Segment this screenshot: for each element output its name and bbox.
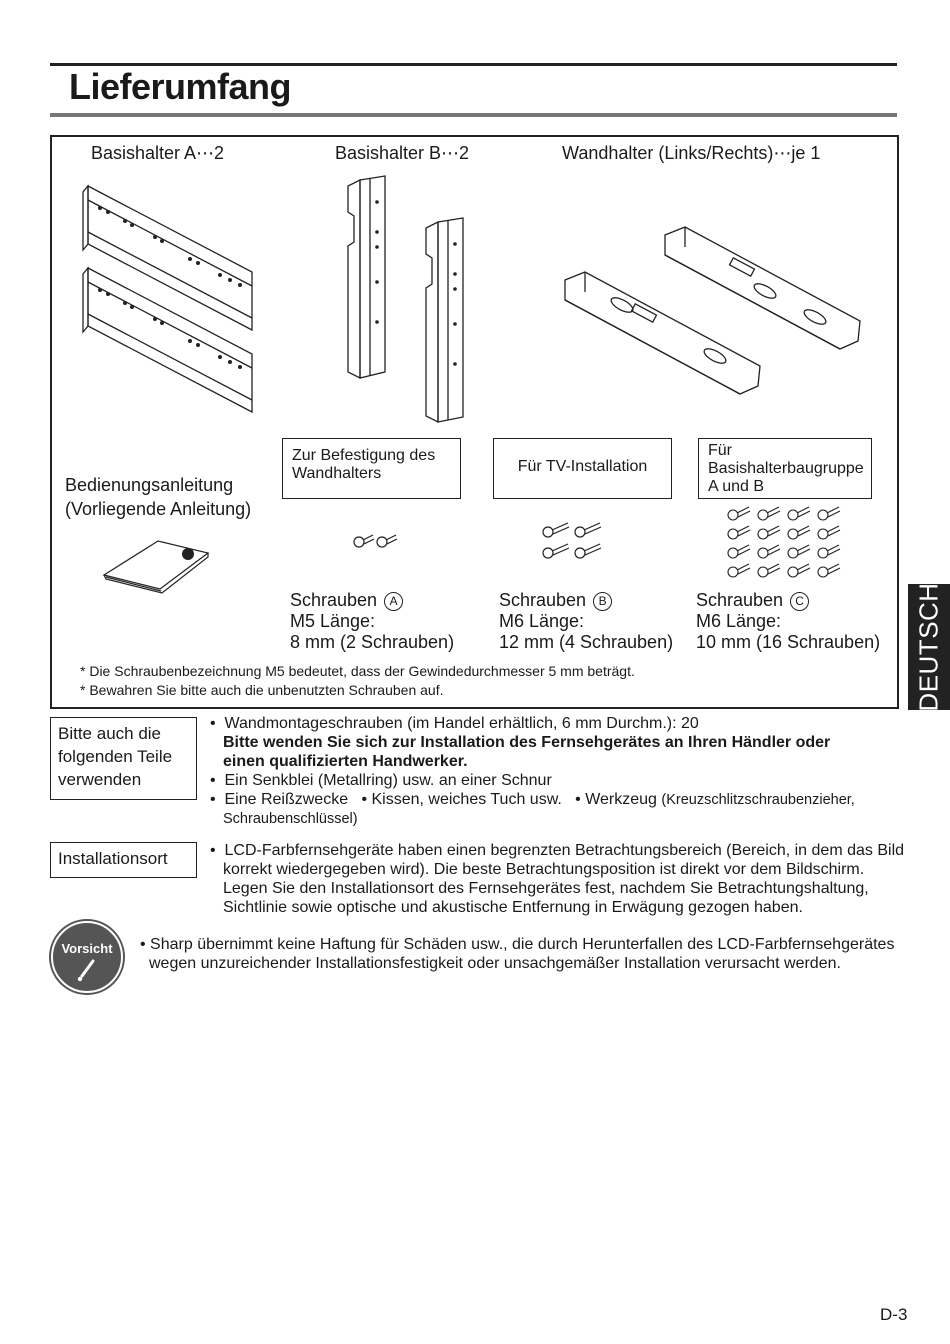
purpose-box-text: Für TV-Installation xyxy=(517,458,648,475)
also-use-list xyxy=(210,714,855,829)
caution-badge-label: Vorsicht xyxy=(61,941,113,956)
footnote-m5: * Die Schraubenbezeichnung M5 bedeutet, dass der Gewindedurchmesser 5 mm beträgt. xyxy=(80,663,635,679)
footnote-keep-screws: * Bewahren Sie bitte auch die unbenutzten Schrauben auf. xyxy=(80,682,444,698)
wall-bracket-illustration xyxy=(560,225,865,395)
caution-text xyxy=(140,935,894,973)
dealer-notice: Bitte wenden Sie sich zur Installation des Fernsehgerätes an Ihren Händler oder xyxy=(223,734,831,751)
list-item: • Eine Reißzwecke • Kissen, weiches Tuch usw. • Werkzeug (Kreuzschlitzschraubenzieher, xyxy=(210,791,855,808)
list-item-text: Kissen, weiches Tuch usw. xyxy=(371,791,562,808)
screw-a-description xyxy=(290,590,454,653)
page-number: D-3 xyxy=(880,1305,908,1324)
screw-b-mark: B xyxy=(593,592,612,611)
screw-c-description xyxy=(696,590,880,653)
screw-b-description xyxy=(499,590,673,653)
purpose-box-text: A und B xyxy=(708,478,765,495)
screw-a-mark: A xyxy=(384,592,403,611)
install-site-label-box xyxy=(50,842,197,878)
manual-label-line2: (Vorliegende Anleitung) xyxy=(65,499,252,519)
manual-label-line1: Bedienungsanleitung xyxy=(65,475,234,495)
screw-b-length: 12 mm (4 Schrauben) xyxy=(499,632,674,652)
list-item-text: (Kreuzschlitzschraubenzieher, xyxy=(661,792,855,808)
manual-booklet-illustration xyxy=(100,535,215,595)
list-item-text: Wandmontageschrauben (im Handel erhältlich, 6 mm Durchm.): 20 xyxy=(224,715,699,732)
dealer-notice: einen qualifizierten Handwerker. xyxy=(223,753,468,770)
paragraph-line: • Sharp übernimmt keine Haftung für Schäden usw., die durch Herunterfallen des LCD-Farbfernsehgerätes xyxy=(140,936,895,953)
screw-b-name: Schrauben xyxy=(499,590,587,610)
pen-icon xyxy=(75,959,99,983)
screw-a-length: 8 mm (2 Schrauben) xyxy=(290,632,455,652)
screw-a-size: M5 Länge: xyxy=(290,611,376,631)
paragraph-line: Sichtlinie sowie optische und akustische Entfernung in Erwägung gezogen haben. xyxy=(223,899,803,916)
also-use-label-box xyxy=(50,717,197,800)
screw-c-length: 10 mm (16 Schrauben) xyxy=(696,632,881,652)
list-item-bold xyxy=(210,733,855,752)
screw-c-name: Schrauben xyxy=(696,590,784,610)
language-tab xyxy=(908,584,950,710)
purpose-box-base-bracket xyxy=(698,438,872,499)
paragraph-line: • LCD-Farbfernsehgeräte haben einen begrenzten Betrachtungsbereich (Bereich, in dem das Bild xyxy=(210,842,905,859)
caution-icon xyxy=(51,921,123,993)
list-item-text: Ein Senkblei (Metallring) usw. an einer Schnur xyxy=(224,772,552,789)
list-item-text: Werkzeug xyxy=(585,791,657,808)
paragraph-line: wegen unzureichender Installationsfestigkeit oder unsachgemäßer Installation verursacht werden. xyxy=(149,955,841,972)
screw-c-illustration xyxy=(725,503,855,581)
paragraph-line: korrekt wiedergegeben wird). Die beste Betrachtungsposition ist direkt vor dem Bildschirm. xyxy=(223,861,865,878)
list-item-text: Eine Reißzwecke xyxy=(224,791,349,808)
screw-a-name: Schrauben xyxy=(290,590,378,610)
screw-b-size: M6 Länge: xyxy=(499,611,585,631)
install-site-text xyxy=(210,841,904,917)
screw-b-illustration xyxy=(540,518,610,562)
bracket-a-label: Basishalter A⋯2 xyxy=(91,143,225,163)
install-site-label: Installationsort xyxy=(58,849,168,868)
purpose-box-tv-install xyxy=(493,438,672,499)
list-item: • Ein Senkblei (Metallring) usw. an einer Schnur xyxy=(210,772,552,789)
list-item: • Wandmontageschrauben (im Handel erhältlich, 6 mm Durchm.): 20 xyxy=(210,715,699,732)
list-item-text: Schraubenschlüssel) xyxy=(223,811,358,827)
title-rule xyxy=(50,113,897,117)
purpose-box-text: Zur Befestigung des xyxy=(292,447,436,464)
wall-bracket-label: Wandhalter (Links/Rechts)⋯je 1 xyxy=(562,143,821,163)
list-item-bold xyxy=(210,752,855,771)
screw-c-mark: C xyxy=(790,592,809,611)
purpose-box-text: Für xyxy=(708,442,732,459)
screw-a-illustration xyxy=(352,528,402,550)
paragraph-line: Legen Sie den Installationsort des Fernsehgerätes fest, nachdem Sie Betrachtungshaltung, xyxy=(223,880,869,897)
purpose-box-wall-mount xyxy=(282,438,461,499)
paragraph-text: LCD-Farbfernsehgeräte haben einen begrenzten Betrachtungsbereich (Bereich, in dem das Bild xyxy=(224,842,905,859)
bracket-b-illustration xyxy=(340,172,470,432)
also-use-label: folgenden Teile xyxy=(58,747,173,766)
screw-c-size: M6 Länge: xyxy=(696,611,782,631)
bracket-a-illustration xyxy=(80,180,260,415)
purpose-box-text: Basishalterbaugruppe xyxy=(708,460,864,477)
also-use-label: verwenden xyxy=(58,770,142,789)
page-title: Lieferumfang xyxy=(69,66,292,107)
purpose-box-text: Wandhalters xyxy=(292,465,382,482)
bracket-b-label: Basishalter B⋯2 xyxy=(335,143,470,163)
language-tab-label: DEUTSCH xyxy=(913,582,944,712)
paragraph-text: Sharp übernimmt keine Haftung für Schäden usw., die durch Herunterfallen des LCD-Farbfernsehgerätes xyxy=(150,936,895,953)
also-use-label: Bitte auch die xyxy=(58,724,162,743)
